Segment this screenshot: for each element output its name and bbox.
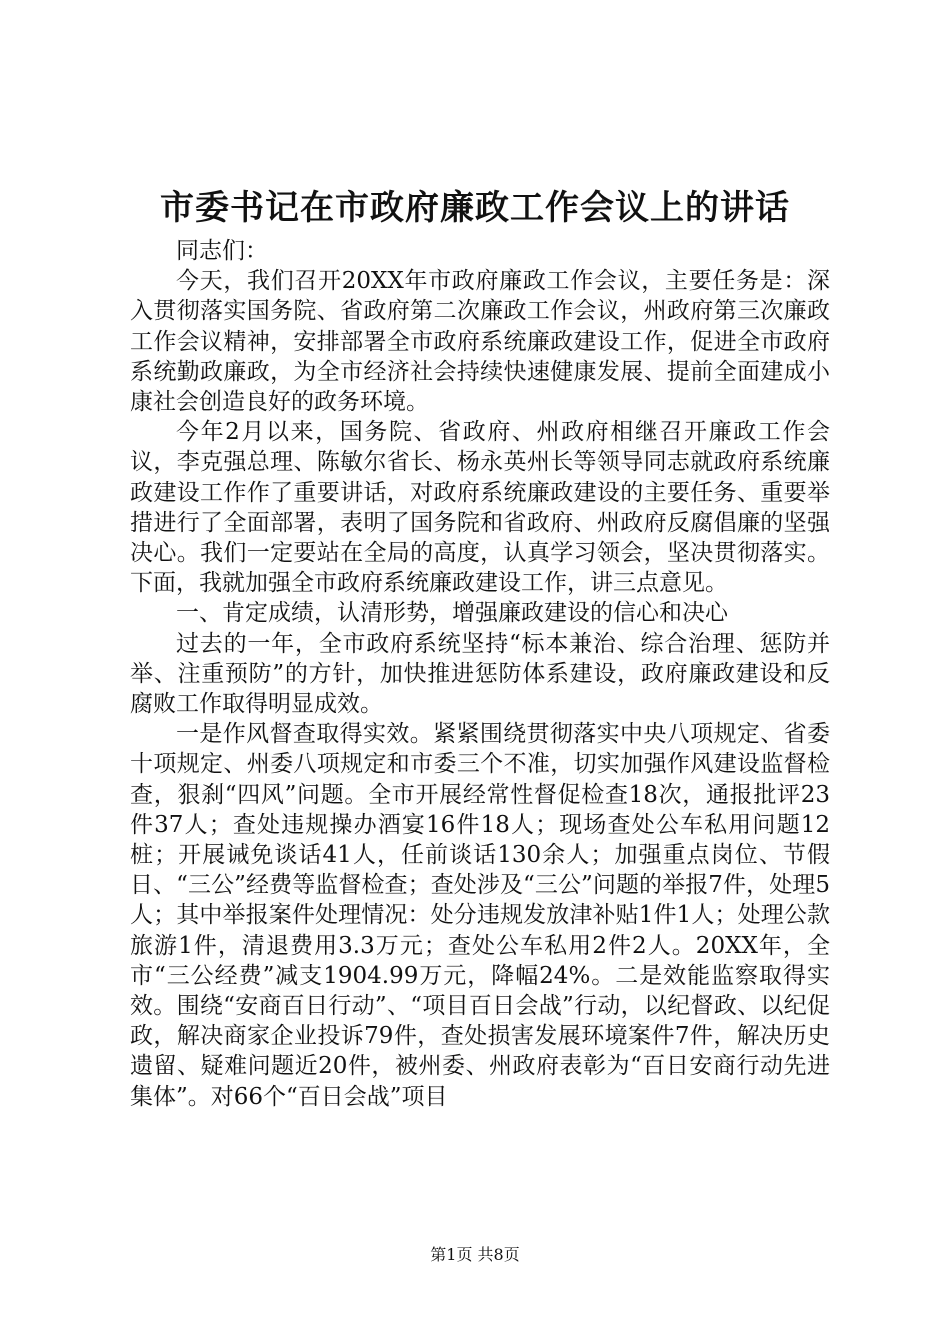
salutation-paragraph: 同志们： (176, 238, 268, 264)
body-paragraph: 今年2月以来，国务院、省政府、州政府相继召开廉政工作会议，李克强总理、陈敏尔省长、杨永英州长等领导同志就政府系统廉政建设工作作了重要讲话，对政府系统廉政建设的主要任务、重要举措进行了全面部署，表明了国务院和省政府、州政府反腐倡廉的坚强决心。我们一定要站在全局的高度，认真学习领会，坚决贯彻落实。下面，我就加强全市政府系统廉政建设工作，讲三点意见。 (130, 419, 830, 597)
section-heading: 一、肯定成绩，认清形势，增强廉政建设的信心和决心 (176, 600, 728, 627)
body-paragraph: 过去的一年，全市政府系统坚持“标本兼治、综合治理、惩防并举、注重预防”的方针，加快推进惩防体系建设，政府廉政建设和反腐败工作取得明显成效。 (130, 630, 830, 718)
body-paragraph: 一是作风督查取得实效。紧紧围绕贯彻落实中央八项规定、省委十项规定、州委八项规定和市委三个不准，切实加强作风建设监督检查，狠刹“四风”问题。全市开展经常性督促检查18次，通报批评23件37人；查处违规操办酒宴16件18人；现场查处公车私用问题12桩；开展诫免谈话41人，任前谈话130余人；加强重点岗位、节假日、“三公”经费等监督检查；查处涉及“三公”问题的举报7件，处理5人；其中举报案件处理情况：处分违规发放津补贴1件1人；处理公款旅游1件，清退费用3.3万元；查处公车私用2件2人。20XX年，全市“三公经费”减支1904.99万元，降幅24%。二是效能监察取得实效。围绕“安商百日行动”、“项目百日会战”行动，以纪督政、以纪促政，解决商家企业投诉79件，查处损害发展环境案件7件，解决历史遗留、疑难问题近20件，被州委、州政府表彰为“百日安商行动先进集体”。对66个“百日会战”项目 (130, 721, 830, 1110)
body-paragraph: 今天，我们召开20XX年市政府廉政工作会议，主要任务是：深入贯彻落实国务院、省政府第二次廉政工作会议，州政府第三次廉政工作会议精神，安排部署全市政府系统廉政建设工作，促进全市政府系统勤政廉政，为全市经济社会持续快速健康发展、提前全面建成小康社会创造良好的政务环境。 (130, 268, 830, 416)
document-body (130, 236, 830, 1112)
page-number-footer: 第1页 共8页 (430, 1245, 520, 1264)
document-title: 市委书记在市政府廉政工作会议上的讲话 (160, 188, 790, 228)
